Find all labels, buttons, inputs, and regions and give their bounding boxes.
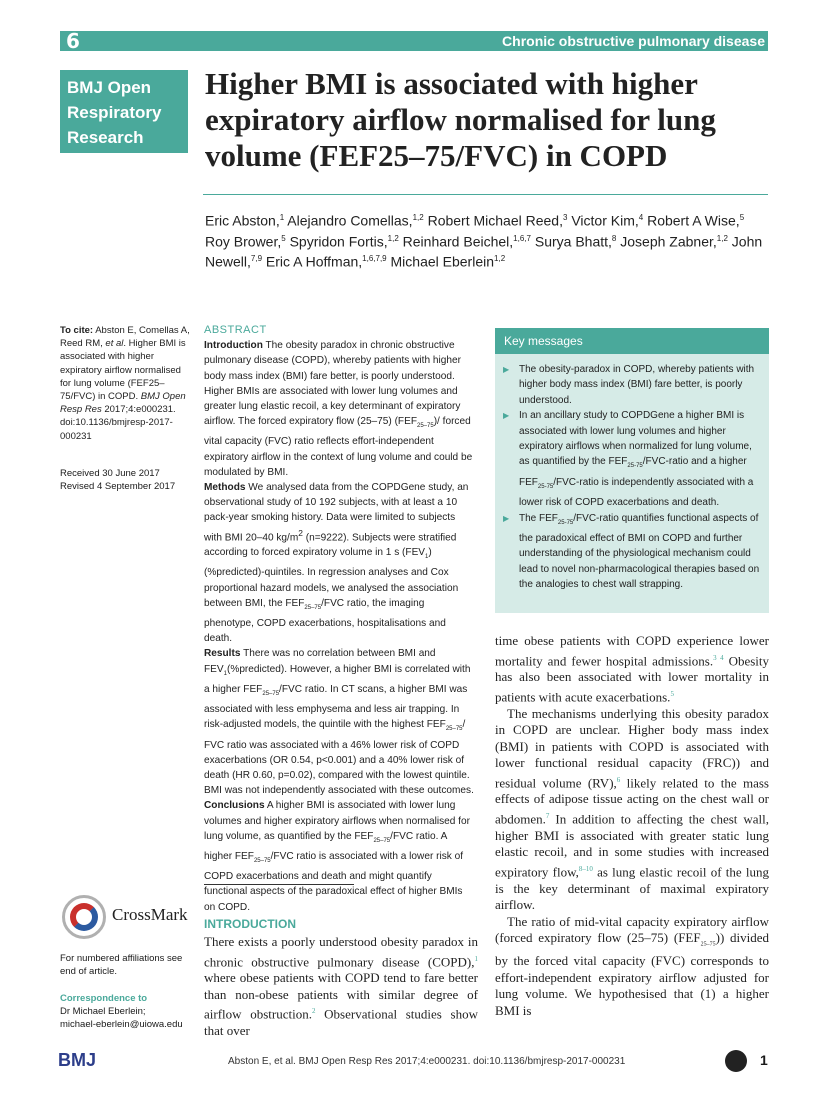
correspondence-label: Correspondence to	[60, 993, 148, 1004]
correspondence-name: Dr Michael Eberlein;	[60, 1006, 146, 1017]
key-message-item: ▶ The obesity-paradox in COPD, whereby patients with higher body mass index (BMI) fare better, is poorly understood.	[503, 362, 761, 408]
key-messages-list	[503, 362, 761, 593]
journal-brand	[60, 70, 188, 153]
abstract	[204, 323, 474, 915]
abstract-conclusions: Conclusions A higher BMI is associated with lower lung volumes and higher expiratory airflows when normalised for lung volume, as quantified by the $FEF_{25-75}$/FVC ratio. A higher $FEF_{25-75}$/FVC ratio is associated with a lower risk of COPD exacerbations and death and might quantify functional aspects of the paradoxical effect of higher BMIs on COPD.	[204, 800, 470, 913]
society-seal-icon	[725, 1050, 747, 1072]
abstract-heading: ABSTRACT	[204, 324, 267, 336]
correspondence-email[interactable]: michael-eberlein@uiowa.edu	[60, 1019, 183, 1030]
right-column-text: time obese patients with COPD experience lower mortality and fewer hospital admissions.$^{3 4}$ Obesity has also been associated with lower mortality in patients with acute exacerbations.$^5$ The mechanisms underlying this obesity paradox in COPD are unclear. Higher body mass index (BMI) in patients with COPD is associated with lower functional residual capacity (FRC)) and residual volume (RV),$^6$ likely related to the mass effects of adipose tissue acting on the chest wall or abdomen.$^7$ In addition to affecting the chest wall, higher BMI is associated with greater static lung elastic recoil, and in some studies with increased expiratory flow,$^{8-10}$ as lung elastic recoil of the lung is the key determinant of maximal expiratory airflow. The ratio of mid-vital capacity expiratory airflow (forced expiratory flow (25–75) $(FEF_{25-75})$) divided by the forced vital capacity (FVC) corresponds to effort-independent expiratory airflow adjusted for lung volume. We hypothesised that (1) a higher BMI is	[495, 633, 770, 1018]
abstract-introduction: Introduction The obesity paradox in chronic obstructive pulmonary disease (COPD), whereby patients with higher body mass index (BMI) fare better, is poorly understood. Higher BMIs are associated with lower lung volumes and greater lung elastic recoil, a key determinant of expiratory airflow. The forced expiratory flow (25–75) $(FEF_{25-75})/$ forced vital capacity (FVC) ratio reflects effort-independent expiratory airflow in the context of lung volume and could be modulated by BMI.	[204, 340, 473, 478]
cite-box: To cite: Abston E, Comellas A, Reed RM, et al. Higher BMI is associated with higher expiratory airflow normalised for lung volume (FEF25–75/FVC) in COPD. BMJ Open Resp Res 2017;4:e000231. doi:10.1136/bmjresp-2017-000231	[60, 325, 190, 442]
article-title: Higher BMI is associated with higher expiratory airflow normalised for lung volume (FEF25–75/FVC) in COPD	[205, 66, 716, 173]
bmj-logo: BMJ	[58, 1050, 97, 1070]
history-dates	[60, 467, 192, 493]
section-name: Chronic obstructive pulmonary disease	[502, 33, 765, 49]
revised-date: Revised 4 September 2017	[60, 481, 176, 493]
introduction-text: There exists a poorly understood obesity paradox in chronic obstructive pulmonary disease (COPD),$^1$ where obese patients with COPD tend to fare better than non-obese patients with similar degree of airflow obstruction.$^2$ Observational studies show that over	[204, 934, 478, 1039]
key-message-item: ▶ In an ancillary study to COPDGene a higher BMI is associated with lower lung volumes and higher expiratory airflows when normalized for lung volume, as quantified by the $FEF_{25-75}/FVC$-ratio and a higher $FEF_{25-75}/FVC$-ratio is independently associated with a lower risk of COPD exacerbations and death.	[503, 408, 761, 510]
received-date: Received 30 June 2017	[60, 468, 160, 479]
brand-line-1: BMJ Open	[67, 78, 152, 97]
title-divider	[203, 194, 768, 195]
crossmark-label: CrossMark	[112, 905, 188, 924]
brand-line-3: Research	[67, 128, 144, 147]
affiliations-note: For numbered affiliations see end of article.	[60, 953, 183, 977]
abstract-methods: Methods We analysed data from the COPDGene study, an observational study of 10 192 subjects, with at least a 10 pack-year smoking history. Data were limited to subjects with BMI 20–40 $kg/m^2$ (n=9222). Subjects were stratified according to forced expiratory volume in 1 s $(FEV_1)$ (%predicted)-quintiles. In regression analyses and Cox proportional hazard models, we analysed the association between BMI, the $FEF_{25-75}$/FVC ratio, the imaging phenotype, COPD exacerbations, hospitalisations and death.	[204, 482, 469, 645]
author-list: Eric Abston,$^1$ Alejandro Comellas,$^{1,2}$ Robert Michael Reed,$^3$ Victor Kim,$^4$ Robert A Wise,$^5$ Roy Brower,$^5$ Spyridon Fortis,$^{1,2}$ Reinhard Beichel,$^{1,6,7}$ Surya Bhatt,$^8$ Joseph Zabner,$^{1,2}$ John Newell,$^{7,9}$ Eric A Hoffman,$^{1,6,7,9}$ Michael Eberlein$^{1,2}$	[205, 212, 763, 270]
page-number: 1	[760, 1052, 768, 1068]
footer-citation: Abston E, et al. BMJ Open Resp Res 2017;4:e000231. doi:10.1136/bmjresp-2017-000231	[228, 1056, 626, 1067]
key-messages-heading: Key messages	[495, 328, 769, 354]
introduction-heading: INTRODUCTION	[204, 917, 296, 931]
abstract-results: Results There was no correlation between BMI and $FEV_1(\%predicted)$. However, a higher BMI is correlated with a higher $FEF_{25-75}$/FVC ratio. In CT scans, a higher BMI was associated with less emphysema and less air trapping. In risk-adjusted models, the quintile with the highest $FEF_{25-75}/$ FVC ratio was associated with a 46% lower risk of COPD exacerbations (OR 0.54, p<0.001) and a 40% lower risk of death (HR 0.60, p=0.02), compared with the lowest quintile. BMI was not independently associated with these outcomes.	[204, 648, 474, 797]
open-access-icon: 6	[66, 29, 80, 53]
abstract-divider	[204, 884, 354, 885]
brand-line-2: Respiratory	[67, 103, 162, 122]
crossmark-icon	[62, 895, 106, 939]
correspondence	[60, 992, 200, 1031]
crossmark-button[interactable]	[60, 891, 190, 943]
key-message-item: ▶ The $FEF_{25-75}/FVC$-ratio quantifies functional aspects of the paradoxical effect of BMI on COPD and further understanding of the physiological mechanism could lead to novel non-pharmacological therapies based on the analogies to chest wall strapping.	[503, 511, 761, 593]
